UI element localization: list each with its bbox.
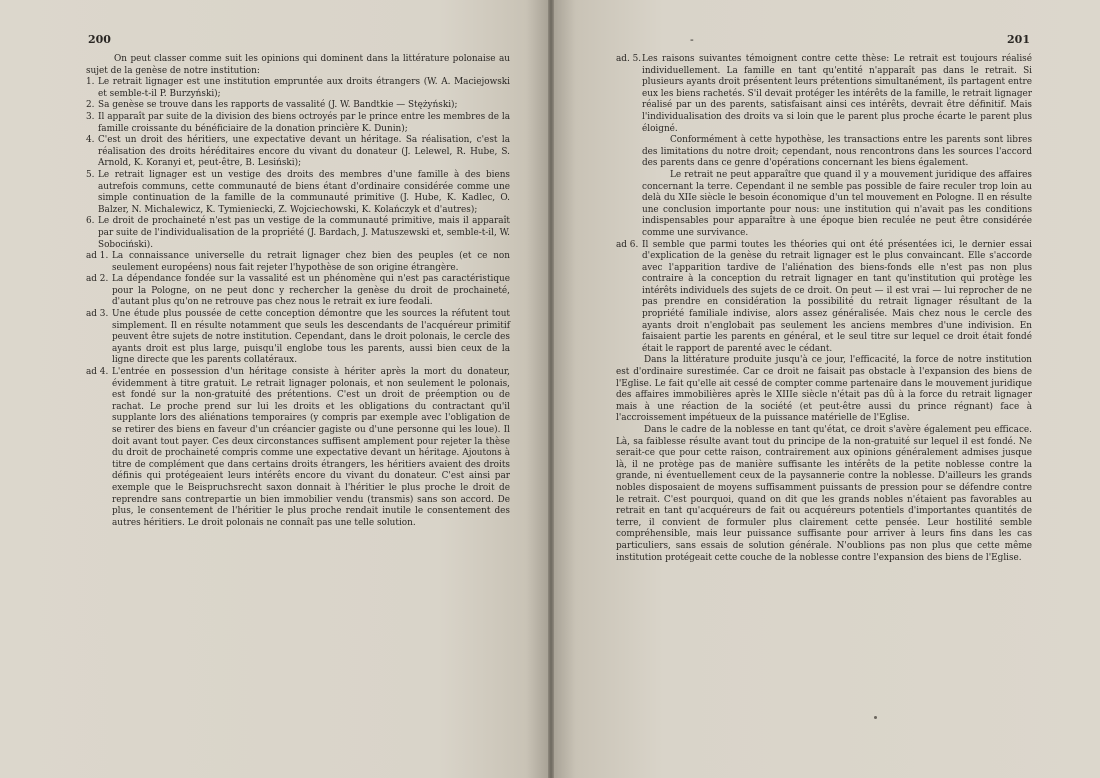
page-number-right: 201: [1007, 33, 1030, 46]
paragraph: Conformément à cette hypothèse, les transactions entre les parents sont libres des limitations du notre droit; cependant, nous rencontrons dans les sources l'accord des parents dans ce genre d'opérations concernant les biens également.: [642, 135, 1032, 169]
list-item: 3. Il apparaît par suite de la division des biens octroyés par le prince entre les membres de la famille croissante du bénéficiaire de la donation princière K. Dunin);: [86, 111, 510, 134]
page-number-left: 200: [88, 33, 111, 46]
ad-item: ad 2. La dépendance fondée sur la vassalité est un phénomène qui n'est pas caractéristique pour la Pologne, on ne peut donc y rechercher la genèse du droit de prochaineté, d'autant plus qu'on ne retrouve pas chez nous le retrait ex iure feodali.: [86, 274, 510, 308]
list-item: 4. C'est un droit des héritiers, une expectative devant un héritage. Sa réalisation, c'est la réalisation des droits héréditaires encore du vivant du donateur (J. Lelewel, R. Hube, S. Arnold, K. Koranyi et, peut-être, B. Lesiński);: [86, 135, 510, 169]
ad-list: [86, 251, 510, 529]
numbered-list: [86, 77, 510, 251]
list-item: 6. Le droit de prochaineté n'est pas un vestige de la communauté primitive, mais il apparaît par suite de l'individualisation de la propriété (J. Bardach, J. Matuszewski et, semble-t-il, W. Sobociński).: [86, 216, 510, 250]
right-page: [554, 0, 1100, 778]
paragraph: Dans la littérature produite jusqu'à ce jour, l'efficacité, la force de notre institution est d'ordinaire surestimée. Car ce droit ne faisait pas obstacle à l'expansion des biens de l'Eglise. Le fait qu'elle ait cessé de compter comme partenaire dans le mouvement juridique des affaires immobilières après le XIIIe siècle n'était pas dû à la force du retrait lignager mais à une réaction de la société (et peut-être aussi du prince régnant) face à l'accroissement impétueux de la puissance matérielle de l'Eglise.: [616, 355, 1032, 424]
ad-item: ad 4. L'entrée en possession d'un héritage consiste à hériter après la mort du donateur, évidemment à titre gratuit. Le retrait lignager polonais, et non seulement le polonais, est fondé sur la non-gratuité des prétentions. C'est un droit de préemption ou de rachat. Le proche prend sur lui les droits et les obligations du contractant qu'il supplante lors des aliénations temporaires (y compris par exemple avec l'obligation de se retirer des biens en faveur d'un créancier gagiste ou d'une personne qui les loue). Il doit avant tout payer. Ces deux circonstances suffisent amplement pour rejeter la thèse du droit de prochaineté compris comme une expectative devant un héritage. Ajoutons à titre de complément que dans certains droits étrangers, les héritiers avaient des droits définis qui protégeaient leurs intérêts encore du vivant du donateur. C'est ainsi par exemple que le Beispruchsrecht saxon donnait à l'héritier le plus proche le droit de reprendre sans contrepartie un bien immobilier vendu (transmis) sans son accord. De plus, le consentement de l'héritier le plus proche rendait inutile le consentement des autres héritiers. Le droit polonais ne connaît pas une telle solution.: [86, 367, 510, 528]
ad-item: ad 1. La connaissance universelle du retrait lignager chez bien des peuples (et ce non seulement européens) nous fait rejeter l'hypothèse de son origine étrangère.: [86, 251, 510, 273]
list-item: 5. Le retrait lignager est un vestige des droits des membres d'une famille à des biens autrefois communs, cette communauté de biens étant d'ordinaire considérée comme une simple continuation de la famille de la communauté primitive (J. Hube, K. Kadlec, O. Balzer, N. Michalewicz, K. Tymieniecki, Z. Wojciechowski, K. Kolańczyk et d'autres);: [86, 169, 510, 215]
paragraph: Le retrait ne peut apparaître que quand il y a mouvement juridique des affaires concernant la terre. Cependant il ne semble pas possible de faire reculer trop loin au delà du XIIe siècle le besoin économique d'un tel mouvement en Pologne. Il en résulte une conclusion importante pour nous: une institution qui n'avait pas les conditions indispensables pour apparaître à une époque bien reculée ne peut être considérée comme une survivance.: [642, 169, 1032, 238]
ad-item: ad. 5. Les raisons suivantes témoignent contre cette thèse: Le retrait est toujours réalisé individuellement. La famille en tant qu'entité n'apparaît pas dans le retrait. Si plusieurs ayants droit présentent leurs prétentions simultanément, ils partagent entre eux les biens rachetés. S'il devait protéger les intérêts de la famille, le retrait lignager réalisé par un des parents, satisfaisant ainsi ces intérêts, devrait être définitif. Mais l'individualisation des droits va si loin que le parent plus proche écarte le parent plus éloigné. Conformément à cette hypothèse, les transactions entre les parents sont libres des limitations du notre droit; cependant, nous rencontrons dans les sources l'accord des parents dans ce genre d'opérations concernant les biens également. Le retrait ne peut apparaître que quand il y a mouvement juridique des affaires concernant la terre. Cependant il ne semble pas possible de faire reculer trop loin au delà du XIIe siècle le besoin économique d'un tel mouvement en Pologne. Il en résulte une conclusion importante pour nous: une institution qui n'avait pas les conditions indispensables pour apparaître à une époque bien reculée ne peut être considérée comme une survivance.: [616, 54, 1032, 238]
page-dash: -: [690, 33, 694, 46]
ad-item: ad 3. Une étude plus poussée de cette conception démontre que les sources la réfutent tout simplement. Il en résulte notamment que seuls les descendants de l'acquéreur primitif peuvent être sujets de notre institution. Cependant, dans le droit polonais, le cercle des ayants droit est plus large, puisqu'il englobe tous les parents, aussi bien ceux de la ligne directe que les parents collatéraux.: [86, 309, 510, 366]
list-item: 2. Sa genèse se trouve dans les rapports de vassalité (J. W. Bandtkie — Stężyński);: [86, 100, 458, 111]
left-page: [0, 0, 548, 778]
page-speck: [874, 716, 877, 719]
paragraph: Les raisons suivantes témoignent contre cette thèse: Le retrait est toujours réalisé individuellement. La famille en tant qu'entité n'apparaît pas dans le retrait. Si plusieurs ayants droit présentent leurs prétentions simultanément, ils partagent entre eux les biens rachetés. S'il devait protéger les intérêts de la famille, le retrait lignager réalisé par un des parents, satisfaisant ainsi ces intérêts, devrait être définitif. Mais l'individualisation des droits va si loin que le parent plus proche écarte le parent plus éloigné.: [642, 54, 1032, 134]
intro-paragraph: On peut classer comme suit les opinions qui dominent dans la littérature polonaise au sujet de la genèse de notre institution:: [86, 54, 510, 76]
ad-item: ad 6. Il semble que parmi toutes les théories qui ont été présentées ici, le dernier essai d'explication de la genèse du retrait lignager est le plus convaincant. Elle s'accorde avec l'apparition tardive de l'aliénation des biens-fonds elle n'est pas non plus contraire à la conception du retrait lignager en tant qu'institution qui protège les intérêts individuels des sujets de ce droit. On peut — il est vrai — lui reprocher de ne pas prendre en considération la possibilité du retrait lignager résultant de la propriété familiale indivise, alors assez généralisée. Mais chez nous le cercle des ayants droit n'englobait pas seulement les anciens membres d'une indivision. En faisaient partie les parents en général, et le seul titre sur lequel ce droit était fondé était le rapport de parenté avec le cédant.: [616, 239, 1032, 354]
paragraph: Dans le cadre de la noblesse en tant qu'état, ce droit s'avère également peu efficace. Là, sa faiblesse résulte avant tout du principe de la non-gratuité sur lequel il est fondé. Ne serait-ce que pour cette raison, contrairement aux opinions généralement admises jusque là, il ne protège pas de manière suffisante les intérêts de la petite noblesse contre la grande, ni éventuellement ceux de la paysannerie contre la noblesse. D'ailleurs les grands nobles disposaient de moyens suffisamment puissants de pression pour se défendre contre le retrait. C'est pourquoi, quand on dit que les grands nobles n'étaient pas favorables au retrait en tant qu'acquéreurs de fait ou acquéreurs potentiels d'importantes quantités de terre, il convient de formuler plus clairement cette pensée. Leur hostilité semble compréhensible, mais leur puissance suffisante pour arriver à leurs fins dans les cas particuliers, sans essais de solution générale. N'oublions pas non plus que cette même institution protégeait cette couche de la noblesse contre l'expansion des biens de l'Eglise.: [616, 425, 1032, 563]
list-item: 1. Le retrait lignager est une institution empruntée aux droits étrangers (W. A. Maciejowski et semble-t-il P. Burzyński);: [86, 77, 510, 99]
